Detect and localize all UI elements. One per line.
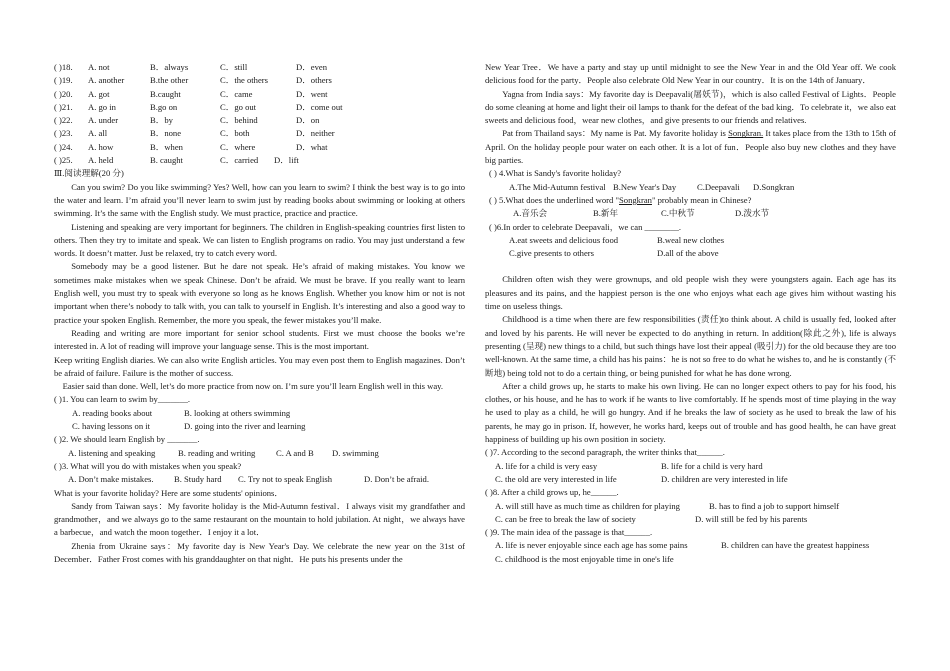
underlined-word-songkran: Songkran. bbox=[728, 128, 764, 139]
option-d: D. children are very interested in life bbox=[661, 473, 788, 484]
option-b: B. has to find a job to support himself bbox=[709, 500, 840, 511]
option-b: B. life for a child is very hard bbox=[661, 460, 763, 471]
passage1-paragraph-6: Easier said than done. Well, let’s do more practice from now on. I’m sure you’ll learn English well in this way. bbox=[62, 381, 444, 392]
question-2-options bbox=[54, 447, 465, 460]
option-a: A.The Mid-Autumn festival bbox=[509, 181, 606, 192]
passage3-paragraph-1: Children often wish they were grownups, and old people wish they were youngsters again. Each age has its pleasures and its pains, and the happiest person is the one who enjoys what each age gives him without wasting his time on useless things. bbox=[485, 274, 896, 312]
choice-row-18: ( )18. A. not B．always C．still D．even bbox=[54, 62, 328, 72]
question-7-options-row-1 bbox=[485, 460, 896, 473]
question-8-options-row-2 bbox=[485, 513, 896, 526]
question-7-options-row-2 bbox=[485, 473, 896, 486]
question-2-stem: ( )2. We should learn English by _______. bbox=[54, 434, 200, 445]
option-d: D. going into the river and learning bbox=[184, 421, 306, 432]
question-5-stem: ( ) 5.What does the underlined word "Songkran" probably mean in Chinese? bbox=[489, 194, 752, 205]
question-3-stem: ( )3. What will you do with mistakes when you speak? bbox=[54, 460, 242, 471]
question-5-options bbox=[485, 207, 896, 220]
section-title-reading: Ⅲ.阅读理解(20 分) bbox=[54, 168, 124, 179]
choice-row-21: ( )21. A. go in B.go on C．go out D．come out bbox=[54, 101, 343, 112]
option-c: C. having lessons on it bbox=[72, 421, 151, 432]
option-d: D. Don’t be afraid. bbox=[364, 474, 429, 485]
question-6-options-row-1 bbox=[485, 234, 896, 247]
passage3-paragraph-2: Childhood is a time when there are few responsibilities (责任)to think about. A child is usually fed, looked after and loved by his parents. He will never be expected to do anything in return. In addition(除此之外), life is always presenting (呈现) new things to a child, but such things have lost their appeal (吸引力) for the old because they are too well-known. At the same time, a child has his pains：he is not so free to do what he wishes to, and he is constantly (不断地) being told not to do a certain thing, or being punished for what he has done wrong. bbox=[485, 314, 896, 378]
option-a: A.音乐会 bbox=[513, 208, 548, 219]
option-c: C.Deepavali bbox=[697, 181, 740, 192]
choice-list bbox=[54, 61, 465, 167]
option-b: B. reading and writing bbox=[178, 447, 256, 458]
option-d: D. will still be fed by his parents bbox=[695, 513, 808, 524]
choice-row-23: ( )23. A. all B．none C．both D．neither bbox=[54, 128, 335, 139]
choice-row-19: ( )19. A. another B.the other C．the others D．others bbox=[54, 75, 332, 86]
passage3-paragraph-3: After a child grows up, he starts to make his own living. He can no longer expect others to pay for his food, his clothes, or his house, and he has to work if he wants to live comfortably. If he spends most of time playing in the way he used to play as a child, he will go hungry. And if he breaks the law of society as he used to break the law of his parents, he may go in prison. If, however, he works hard, keeps out of trouble and has good health, he can have great happiness of building up his own position in society. bbox=[485, 380, 896, 445]
right-column bbox=[485, 61, 896, 566]
passage1-paragraph-2: Listening and speaking are very important for beginners. The children in English-speaking countries first listen to others. Then they try to imitate and speak. We can listen to English programs on radio. You may just understand a few words. It doesn’t matter. Just be relaxed, try to catch every word. bbox=[54, 221, 465, 259]
option-c: C. can be free to break the law of society bbox=[495, 513, 636, 524]
option-c: C. childhood is the most enjoyable time in one's life bbox=[495, 553, 674, 564]
option-d: D.泼水节 bbox=[735, 208, 770, 219]
option-b: B.weal new clothes bbox=[657, 234, 725, 245]
question-7-stem: ( )7. According to the second paragraph, the writer thinks that______. bbox=[485, 447, 725, 458]
holiday-paragraph-sandy: Sandy from Taiwan says：My favorite holiday is the Mid-Autumn festival．I always visit my grandfather and grandmother，and we always go to the same restaurant on the mountain to hold jubilation. At night，we always have a barbecue，and watch the moon together．I enjoy it a lot． bbox=[54, 500, 465, 538]
question-1-options-row-2 bbox=[54, 420, 465, 433]
holiday-paragraph-yagna: Yagna from India says：My favorite day is Deepavali(屠妖节)，which is also called Festival of Lights．People do some cleaning at home and light their oil lamps to thank for the defeat of the bad king．To celebrate it，we also eat sweets and delicious food，wear new clothes，and give presents to our friends and relatives. bbox=[485, 88, 896, 126]
option-a: A. life is never enjoyable since each age has some pains bbox=[495, 540, 688, 551]
option-b: B.New Year's Day bbox=[613, 181, 677, 192]
option-b: B.新年 bbox=[593, 208, 619, 219]
choice-row-20: ( )20. A. got B.caught C．came D．went bbox=[54, 88, 328, 99]
holiday-intro: What is your favorite holiday? Here are some students' opinions． bbox=[54, 487, 283, 498]
left-column bbox=[54, 61, 465, 566]
holiday-paragraph-pat: Pat from Thailand says：My name is Pat. My favorite holiday is Songkran. It takes place from the 13th to 15th of April. On the holiday people pour water on each other. It is a lot of fun．People also buy new clothes and they have big parties. bbox=[485, 128, 896, 166]
question-1-stem: ( )1. You can learn to swim by_______. bbox=[54, 394, 191, 405]
question-8-options-row-1 bbox=[485, 500, 896, 513]
option-d: D. swimming bbox=[332, 447, 379, 458]
question-1-options-row-1 bbox=[54, 407, 465, 420]
question-4-options bbox=[485, 181, 896, 194]
option-b: B. children can have the greatest happiness bbox=[721, 540, 870, 551]
option-b: B. looking at others swimming bbox=[184, 407, 291, 418]
spacer bbox=[485, 260, 896, 273]
holiday-paragraph-zhenia-end: New Year Tree．We have a party and stay up until midnight to see the New Year in and the Old Year off. We cook delicious food for the party．People also celebrate Old New Year in our country．It is on the 14th of January． bbox=[485, 62, 896, 86]
option-a: A. listening and speaking bbox=[68, 447, 156, 458]
option-c: C. Try not to speak English bbox=[238, 474, 333, 485]
choice-row-24: ( )24. A. how B．when C．where D．what bbox=[54, 141, 328, 152]
option-c: C. the old are very interested in life bbox=[495, 473, 617, 484]
holiday-paragraph-zhenia-start: Zhenia from Ukraine says：My favorite day is New Year's Day. We celebrate the new year on the 31st of December．Father Frost comes with his granddaughter on that night．He puts his presents under the bbox=[54, 540, 465, 564]
choice-row-22: ( )22. A. under B．by C．behind D．on bbox=[54, 115, 320, 126]
option-a: A. reading books about bbox=[72, 407, 153, 418]
question-9-stem: ( )9. The main idea of the passage is that______. bbox=[485, 527, 653, 538]
question-9-options-row-2 bbox=[485, 553, 896, 566]
passage1-paragraph-1: Can you swim? Do you like swimming? Yes? Well, how can you learn to swim? I think the best way is to go into the water and learn. I’m afraid you’ll never learn to swim just by reading books about swimming or looking at others swimming. It’s the same with the English study. We must practice, practice and practice. bbox=[54, 181, 465, 219]
passage1-paragraph-5: Keep writing English diaries. We can also write English articles. You may even post them to English magazines. Don’t be afraid of failure. Failure is the mother of success. bbox=[54, 354, 465, 378]
option-a: A. Don’t make mistakes. bbox=[68, 474, 154, 485]
passage1-paragraph-4: Reading and writing are more important for senior school students. First we must choose the books we’re interested in. A lot of reading will improve your language sense. This is the most important. bbox=[54, 327, 465, 352]
option-d: D.all of the above bbox=[657, 248, 719, 259]
question-8-stem: ( )8. After a child grows up, he______. bbox=[485, 487, 619, 498]
option-b: B. Study hard bbox=[174, 474, 222, 485]
option-d: D.Songkran bbox=[753, 181, 795, 192]
option-a: A. life for a child is very easy bbox=[495, 460, 598, 471]
question-4-stem: ( ) 4.What is Sandy's favorite holiday? bbox=[489, 168, 622, 179]
question-3-options bbox=[54, 473, 465, 486]
question-6-options-row-2 bbox=[485, 247, 896, 260]
option-c: C.give presents to others bbox=[509, 248, 594, 259]
option-c: C. A and B bbox=[276, 447, 314, 458]
passage1-paragraph-3: Somebody may be a good listener. But he dare not speak. He’s afraid of making mistakes. You know we sometimes make mistakes when we speak Chinese. Don’t be afraid. We must be brave. If you really want to learn English well, you must try to speak with everyone so long as he knows English. Whether you know him or not is not important when there’s nobody to talk with, you can talk to yourself in English. It’s interesting and also a good way to practice your spoken English. Remember, the more you speak, the fewer mistakes you’ll make. bbox=[54, 261, 465, 325]
question-9-options-row-1 bbox=[485, 539, 896, 552]
option-a: A. will still have as much time as children for playing bbox=[495, 500, 680, 511]
option-c: C.中秋节 bbox=[661, 208, 695, 219]
question-6-stem: ( )6.In order to celebrate Deepavali，we can ________. bbox=[489, 221, 682, 232]
option-a: A.eat sweets and delicious food bbox=[509, 234, 619, 245]
choice-row-25: ( )25. A. held B. caught C．carried D．lift bbox=[54, 155, 299, 166]
